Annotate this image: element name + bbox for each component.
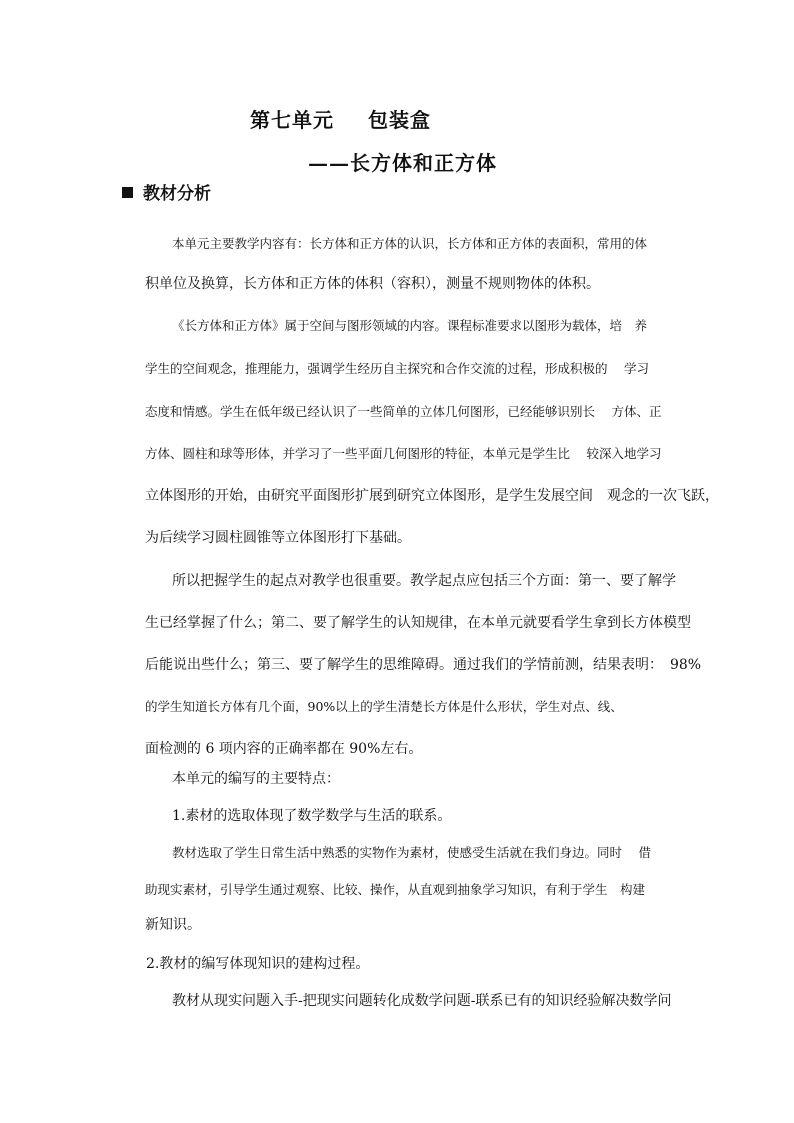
paragraph-line: 面检测的 6 项内容的正确率都在 90%左右。: [145, 741, 423, 757]
paragraph-line: 的学生知道长方体有几个面，90%以上的学生清楚长方体是什么形状，学生对点、线、: [145, 699, 623, 714]
paragraph-line: 本单元主要教学内容有：长方体和正方体的认识，长方体和正方体的表面积，常用的体: [172, 236, 648, 251]
paragraph-line: 2.教材的编写体现知识的建构过程。: [146, 956, 370, 972]
paragraph-line: 后能说出些什么；第三、要了解学生的思维障碍。通过我们的学情前测，结果表明： 98%: [145, 657, 702, 673]
section-heading-text: 教材分析: [143, 184, 211, 204]
paragraph-line: 方体、圆柱和球等形体，并学习了一些平面几何图形的特征，本单元是学生比 较深入地学习: [145, 446, 662, 461]
paragraph-line: 积单位及换算，长方体和正方体的体积（容积），测量不规则物体的体积。: [145, 276, 600, 292]
section-heading: [122, 179, 211, 204]
unit-name: 包装盒: [368, 108, 431, 132]
paragraph-line: 立体图形的开始，由研究平面图形扩展到研究立体图形，是学生发展空间 观念的一次飞跃，: [145, 488, 719, 504]
unit-title: 第七单元: [250, 108, 334, 132]
paragraph-line: 生已经掌握了什么；第二、要了解学生的认知规律，在本单元就要看学生拿到长方体模型: [145, 615, 691, 631]
paragraph-line: 1.素材的选取体现了数学数学与生活的联系。: [172, 808, 452, 824]
paragraph-line: 学生的空间观念，推理能力，强调学生经历自主探究和合作交流的过程，形成积极的 学习: [145, 361, 649, 376]
paragraph-line: 态度和情感。学生在低年级已经认识了一些简单的立体几何图形，已经能够识别长 方体、正: [145, 404, 662, 419]
paragraph-line: 教材从现实问题入手-把现实问题转化成数学问题-联系已有的知识经验解决数学问: [172, 993, 672, 1009]
paragraph-line: 《长方体和正方体》属于空间与图形领域的内容。课程标准要求以图形为载体，培 养: [172, 318, 648, 333]
paragraph-line: 教材选取了学生日常生活中熟悉的实物作为素材，使感受生活就在我们身边。同时 借: [172, 845, 651, 860]
unit-subtitle: ——长方体和正方体: [308, 151, 497, 175]
paragraph-line: 本单元的编写的主要特点：: [172, 771, 340, 787]
paragraph-line: 助现实素材，引导学生通过观察、比较、操作，从直观到抽象学习知识，有利于学生 构建: [145, 882, 646, 897]
paragraph-line: 为后续学习圆柱圆锥等立体图形打下基础。: [145, 530, 411, 546]
square-bullet-icon: [122, 187, 133, 198]
paragraph-line: 新知识。: [145, 917, 201, 933]
paragraph-line: 所以把握学生的起点对教学也很重要。教学起点应包括三个方面：第一、要了解学: [172, 573, 676, 589]
